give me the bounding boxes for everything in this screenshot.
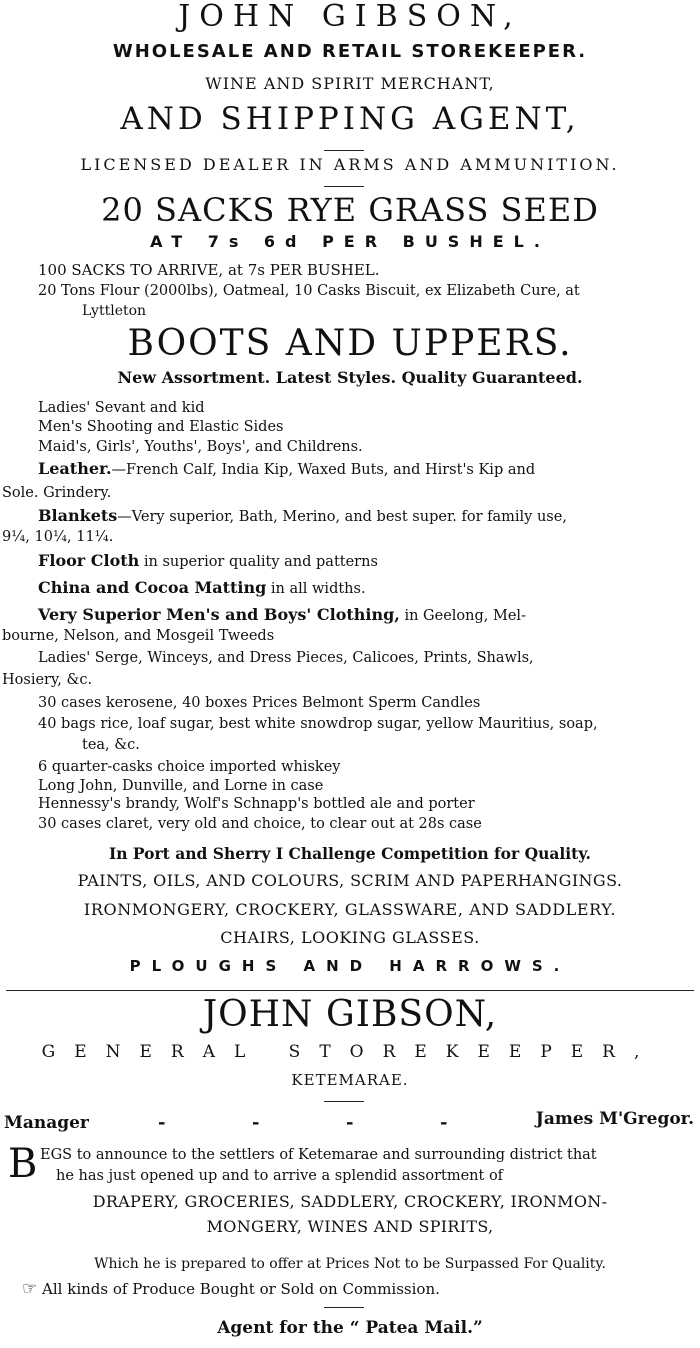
kerosene-line: 30 cases kerosene, 40 boxes Prices Belmont Sperm Candles (38, 695, 481, 711)
header-tagline-shipping: AND SHIPPING AGENT, (120, 101, 580, 137)
hennessy-line: Hennessy's brandy, Wolf's Schnapp's bottled ale and porter (38, 796, 475, 812)
ironmongery-line: IRONMONGERY, CROCKERY, GLASSWARE, AND SADDLERY. (83, 900, 617, 919)
blankets-sizes: 9¼, 10¼, 11¼. (2, 529, 114, 545)
drapery-line-cont: MONGERY, WINES AND SPIRITS, (206, 1217, 494, 1236)
second-ad-name: JOHN GIBSON, (202, 994, 498, 1035)
seed-line-lyttleton: Lyttleton (82, 303, 147, 319)
agent-line: Agent for the “ Patea Mail.” (217, 1318, 483, 1338)
blankets-label: Blankets (38, 506, 118, 525)
boots-headline: BOOTS AND UPPERS. (127, 323, 573, 364)
leather-line (38, 461, 535, 478)
produce-text: All kinds of Produce Bought or Sold on Commission. (42, 1280, 440, 1298)
dash: - (440, 1112, 448, 1133)
china-text: in all widths. (266, 581, 366, 597)
serge-line: Ladies' Serge, Winceys, and Dress Pieces, Calicoes, Prints, Shawls, (38, 650, 534, 666)
paints-line: PAINTS, OILS, AND COLOURS, SCRIM AND PAPERHANGINGS. (77, 871, 623, 890)
seed-line-arrive: 100 SACKS TO ARRIVE, at 7s PER BUSHEL. (38, 261, 380, 279)
boots-subhead: New Assortment. Latest Styles. Quality Guaranteed. (117, 368, 583, 387)
floor-line (38, 553, 378, 570)
ploughs-line: PLOUGHS AND HARROWS. (129, 957, 571, 975)
produce-line (22, 1281, 440, 1298)
pointing-hand-icon: ☞ (22, 1279, 38, 1299)
china-label: China and Cocoa Matting (38, 578, 267, 597)
whiskey-line: 6 quarter-casks choice imported whiskey (38, 759, 341, 775)
claret-line: 30 cases claret, very old and choice, to clear out at 28s case (38, 816, 482, 832)
manager-label: Manager (4, 1113, 89, 1133)
china-line (38, 580, 366, 597)
seed-price: AT 7s 6d PER BUSHEL. (150, 232, 550, 251)
boots-item: Maid's, Girls', Youths', Boys', and Childrens. (38, 439, 363, 455)
floor-text: in superior quality and patterns (139, 554, 378, 570)
boots-item: Ladies' Sevant and kid (38, 400, 205, 416)
header-tagline-arms: LICENSED DEALER IN ARMS AND AMMUNITION. (80, 155, 620, 174)
divider (324, 1307, 364, 1308)
divider (324, 150, 364, 151)
floor-label: Floor Cloth (38, 551, 140, 570)
prices-line: Which he is prepared to offer at Prices Not to be Surpassed For Quality. (94, 1256, 606, 1272)
clothing-text: in Geelong, Mel- (399, 608, 526, 624)
second-ad-place: KETEMARAE. (291, 1071, 409, 1089)
port-sherry-line: In Port and Sherry I Challenge Competition for Quality. (109, 844, 591, 863)
dash: - (346, 1112, 354, 1133)
long-john-line: Long John, Dunville, and Lorne in case (38, 778, 324, 794)
blankets-text: —Very superior, Bath, Merino, and best super. for family use, (117, 509, 567, 525)
boots-item: Men's Shooting and Elastic Sides (38, 419, 284, 435)
clothing-text-cont: bourne, Nelson, and Mosgeil Tweeds (2, 628, 275, 644)
leather-text: —French Calf, India Kip, Waxed Buts, and Hirst's Kip and (111, 462, 536, 478)
drapery-line: DRAPERY, GROCERIES, SADDLERY, CROCKERY, IRONMON- (92, 1192, 608, 1211)
dash: - (158, 1112, 166, 1133)
seed-headline: 20 SACKS RYE GRASS SEED (101, 191, 599, 229)
divider (324, 186, 364, 187)
manager-name: James M'Gregor. (535, 1109, 694, 1129)
begs-line: EGS to announce to the settlers of Ketemarae and surrounding district that (40, 1147, 597, 1163)
divider (324, 1101, 364, 1102)
blankets-line (38, 508, 567, 525)
chairs-line: CHAIRS, LOOKING GLASSES. (220, 928, 480, 947)
leather-text-cont: Sole. Grindery. (2, 485, 112, 501)
seed-line-flour: 20 Tons Flour (2000lbs), Oatmeal, 10 Casks Biscuit, ex Elizabeth Cure, at (38, 283, 580, 299)
rice-line: 40 bags rice, loaf sugar, best white snowdrop sugar, yellow Mauritius, soap, (38, 716, 598, 732)
header-name: JOHN GIBSON, (178, 0, 522, 34)
drop-cap: B (8, 1141, 38, 1187)
serge-line-cont: Hosiery, &c. (2, 672, 93, 688)
section-rule (6, 990, 694, 991)
second-ad-role: GENERAL STOREKEEPER, (41, 1042, 659, 1062)
header-tagline-storekeeper: WHOLESALE AND RETAIL STOREKEEPER. (112, 41, 588, 62)
header-tagline-wine: WINE AND SPIRIT MERCHANT, (205, 74, 495, 93)
leather-label: Leather. (38, 459, 112, 478)
begs-line-cont: he has just opened up and to arrive a splendid assortment of (56, 1168, 504, 1184)
dash: - (252, 1112, 260, 1133)
clothing-label: Very Superior Men's and Boys' Clothing, (38, 605, 400, 624)
clothing-line (38, 607, 526, 624)
rice-line-cont: tea, &c. (82, 737, 140, 753)
